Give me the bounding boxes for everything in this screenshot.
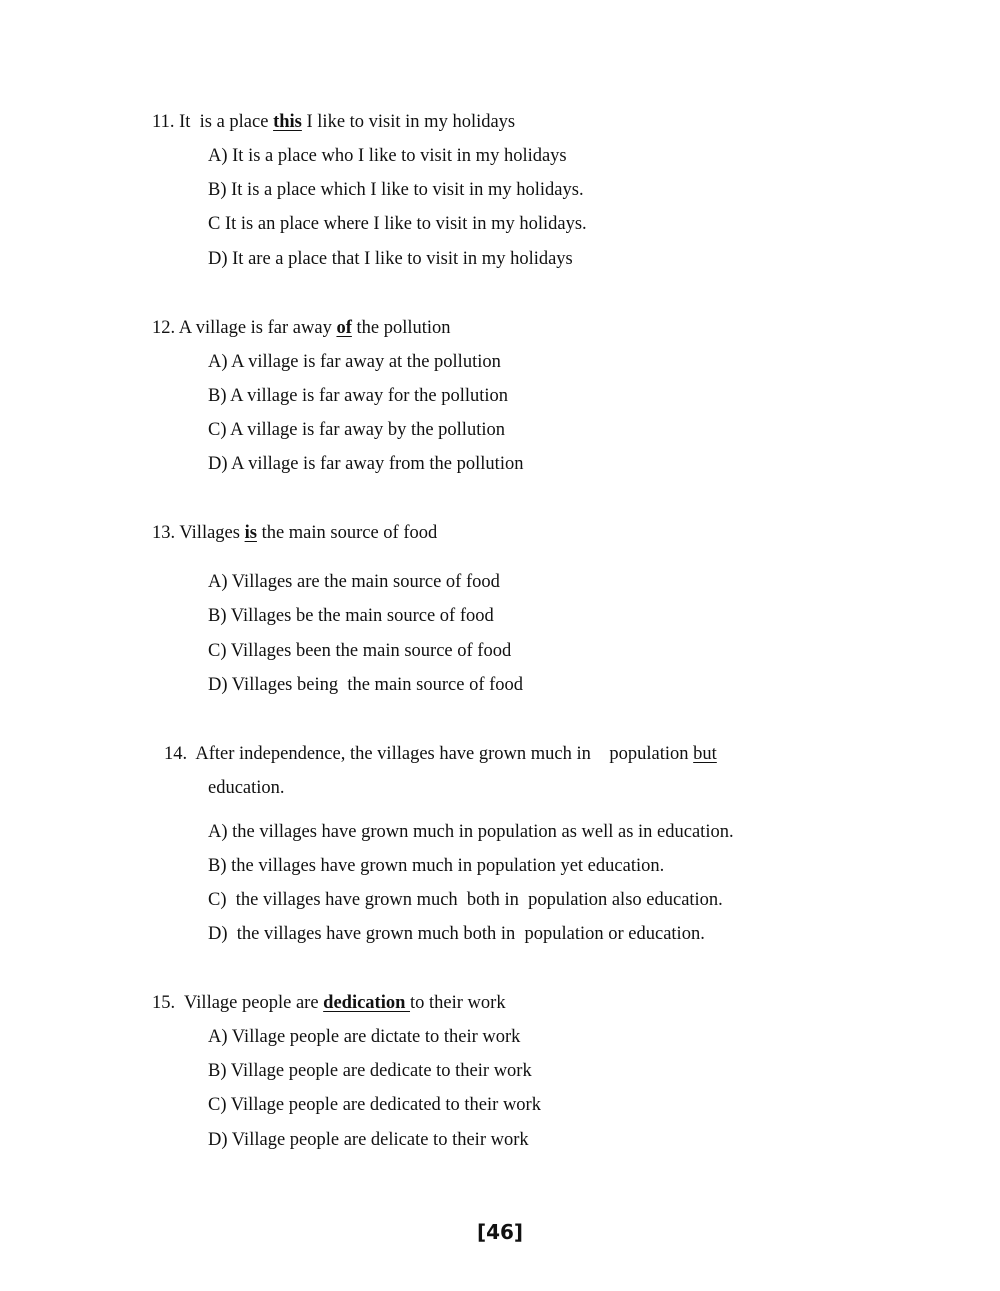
question-stem-text: the main source of food	[256, 523, 438, 543]
question-stem-text: 14. After independence, the villages have grown much in population	[164, 744, 694, 764]
underlined-key-word: dedication	[323, 993, 411, 1013]
question-13-stem	[152, 521, 437, 545]
question-12-option-d: D) A village is far away from the pollution	[208, 454, 524, 474]
question-12-option-b: B) A village is far away for the pollution	[208, 386, 509, 406]
question-stem-text: 12. A village is far away	[152, 318, 337, 338]
question-11-stem	[152, 110, 515, 134]
underlined-key-word: this	[273, 112, 302, 132]
question-13-option-a: A) Villages are the main source of food	[208, 572, 500, 592]
question-12-stem	[152, 316, 451, 340]
question-15-option-b: B) Village people are dedicate to their work	[208, 1061, 532, 1081]
question-13-option-c: C) Villages been the main source of food	[208, 641, 512, 661]
question-stem-text: 13. Villages	[152, 523, 245, 543]
question-15-option-d: D) Village people are delicate to their work	[208, 1130, 529, 1150]
question-stem-text: I like to visit in my holidays	[301, 112, 516, 132]
question-11-option-d: D) It are a place that I like to visit in my holidays	[208, 249, 573, 269]
underlined-key-word: but	[693, 744, 717, 764]
question-13-option-b: B) Villages be the main source of food	[208, 606, 494, 626]
question-stem-text: 11. It is a place	[152, 112, 274, 132]
question-11-option-c: C It is an place where I like to visit in my holidays.	[208, 214, 587, 234]
question-stem-text: the pollution	[351, 318, 451, 338]
question-11-option-a: A) It is a place who I like to visit in my holidays	[208, 146, 567, 166]
page-number: [46]	[476, 1220, 524, 1244]
question-15-stem	[152, 991, 506, 1015]
question-14-stem-continuation: education.	[208, 778, 285, 798]
question-12-option-c: C) A village is far away by the pollution	[208, 420, 505, 440]
question-13-option-d: D) Villages being the main source of food	[208, 675, 524, 695]
question-12-option-a: A) A village is far away at the pollution	[208, 352, 501, 372]
question-14-option-d: D) the villages have grown much both in population or education.	[208, 924, 705, 944]
question-11-option-b: B) It is a place which I like to visit in my holidays.	[208, 180, 584, 200]
question-stem-text: to their work	[410, 993, 506, 1013]
question-15-option-a: A) Village people are dictate to their work	[208, 1027, 521, 1047]
underlined-key-word: of	[336, 318, 352, 338]
question-14-option-c: C) the villages have grown much both in population also education.	[208, 890, 723, 910]
question-15-option-c: C) Village people are dedicated to their work	[208, 1095, 541, 1115]
question-14-stem	[164, 742, 717, 766]
question-14-option-b: B) the villages have grown much in population yet education.	[208, 856, 665, 876]
question-14-option-a: A) the villages have grown much in population as well as in education.	[208, 822, 734, 842]
underlined-key-word: is	[244, 523, 257, 543]
question-stem-text: 15. Village people are	[152, 993, 324, 1013]
